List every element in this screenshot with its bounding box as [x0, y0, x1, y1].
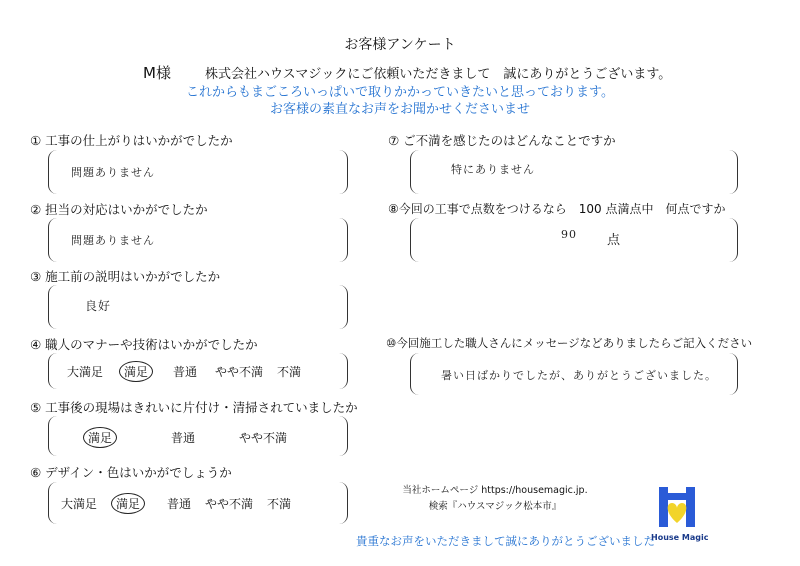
question-5-option-1-selected: 満足: [83, 427, 117, 448]
question-3-answer: 良好: [85, 299, 112, 313]
question-6-option-1: 大満足: [61, 497, 98, 511]
question-6-option-3: 普通: [167, 497, 192, 511]
subtitle-line-2: お客様の素直なお声をお聞かせくださいませ: [269, 102, 530, 117]
question-4-option-4: やや不満: [215, 365, 264, 379]
closing-message: 貴重なお声をいただきまして誠にありがとうございました: [356, 534, 655, 548]
subtitle-line-1: これからもまごころいっぱいで取りかかっていきたいと思っております。: [186, 85, 614, 100]
question-2-answer-box: [48, 218, 348, 262]
question-6-option-2-selected: 満足: [111, 493, 145, 514]
question-6-option-5: 不満: [267, 497, 292, 511]
question-6-options-box: [48, 482, 348, 524]
question-8-answer-box: [410, 218, 738, 262]
question-4-option-2-selected: 満足: [119, 361, 153, 382]
thanks-message: 株式会社ハウスマジックにご依頼いただきまして 誠にありがとうございます。: [205, 67, 672, 82]
question-2-answer: 問題ありません: [71, 234, 155, 247]
question-8-score: 90: [561, 228, 577, 241]
question-6-label: ⑥ デザイン・色はいかがでしょうか: [30, 465, 232, 480]
question-4-option-1: 大満足: [67, 365, 104, 379]
question-7-answer: 特にありません: [451, 163, 535, 176]
survey-title: お客様アンケート: [344, 37, 456, 53]
homepage-text: 当社ホームページ https://housemagic.jp.: [402, 485, 588, 496]
question-3-answer-box: [48, 285, 348, 329]
question-3-label: ③ 施工前の説明はいかがでしたか: [30, 269, 221, 284]
question-1-label: ① 工事の仕上がりはいかがでしたか: [30, 133, 233, 148]
house-magic-logo-icon: [657, 487, 697, 531]
question-1-answer-box: [48, 150, 348, 194]
question-5-option-3: やや不満: [239, 431, 288, 445]
question-7-answer-box: [410, 150, 738, 194]
question-10-answer: 暑い日ばかりでしたが、ありがとうございました。: [441, 369, 717, 382]
question-6-option-4: やや不満: [205, 497, 254, 511]
question-4-label: ④ 職人のマナーや技術はいかがでしたか: [30, 337, 258, 352]
question-4-option-3: 普通: [173, 365, 198, 379]
question-4-options-box: [48, 353, 348, 389]
house-magic-logo: [657, 487, 697, 531]
question-8-label: ⑧今回の工事で点数をつけるなら 100 点満点中 何点ですか: [388, 202, 726, 216]
question-5-options-box: [48, 416, 348, 456]
question-7-label: ⑦ ご不満を感じたのはどんなことですか: [388, 133, 616, 148]
question-4-option-5: 不満: [277, 365, 302, 379]
question-10-answer-box: [410, 353, 738, 395]
question-2-label: ② 担当の対応はいかがでしたか: [30, 202, 208, 217]
customer-name: M様: [143, 64, 171, 82]
question-1-answer: 問題ありません: [71, 166, 155, 179]
logo-text: House Magic: [651, 533, 709, 542]
question-8-unit: 点: [607, 233, 621, 248]
search-text: 検索『ハウスマジック松本市』: [428, 501, 562, 512]
question-5-option-2: 普通: [171, 431, 196, 445]
question-10-label: ⑩今回施工した職人さんにメッセージなどありましたらご記入ください: [386, 336, 753, 350]
question-5-label: ⑤ 工事後の現場はきれいに片付け・清掃されていましたか: [30, 400, 358, 415]
